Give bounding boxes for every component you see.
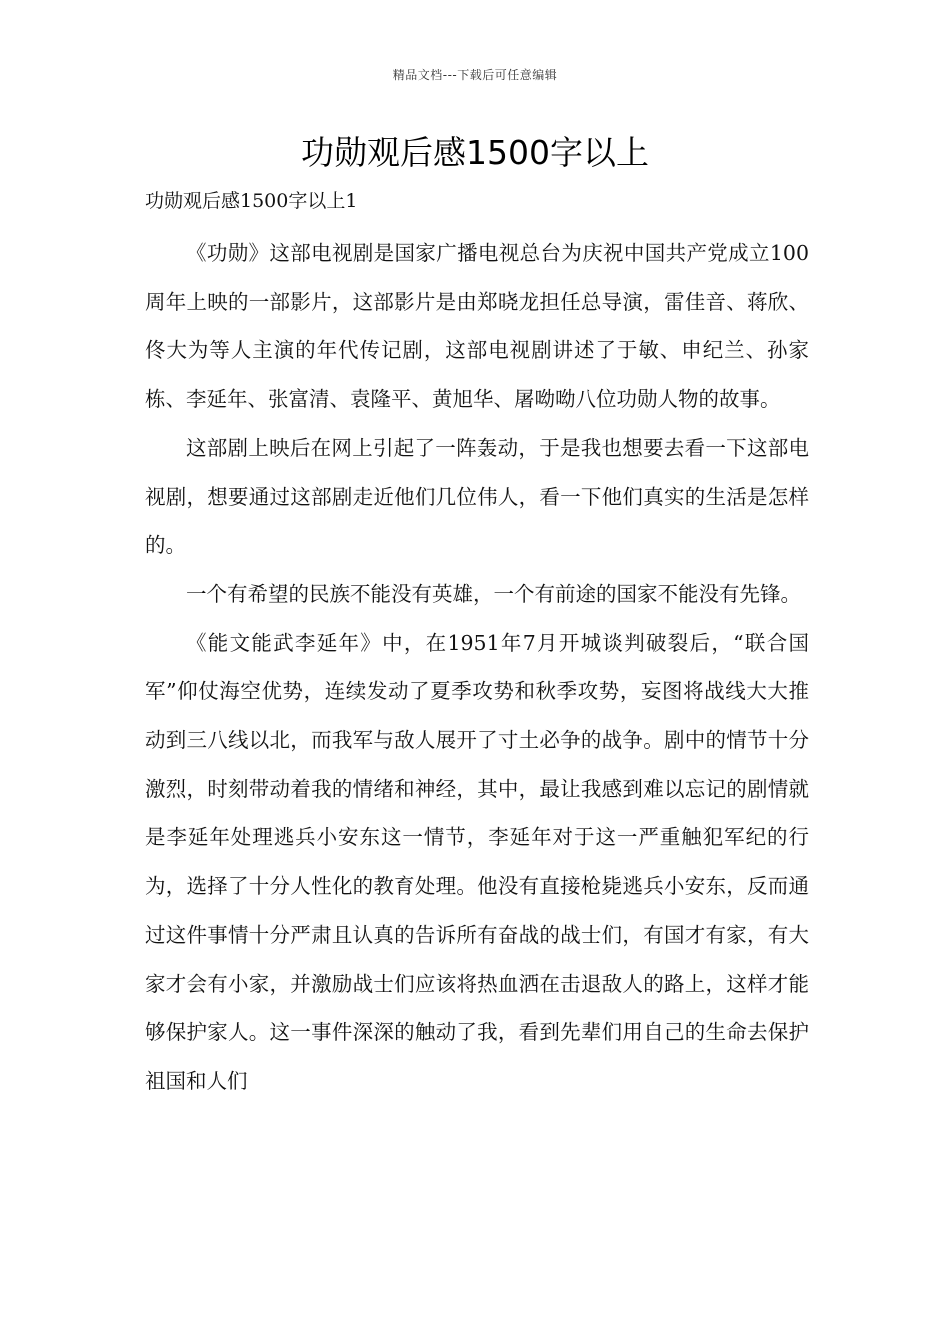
document-subtitle: 功勋观后感1500字以上1: [145, 190, 358, 212]
paragraph: 一个有希望的民族不能没有英雄，一个有前途的国家不能没有先锋。: [186, 581, 801, 606]
paragraph: 《能文能武李延年》中，在1951年7月开城谈判破裂后，“联合国军”仰仗海空优势，连续发动了夏季攻势和秋季攻势，妄图将战线大大推动到三八线以北，而我军与敌人展开了寸土必争的战争。剧中的情节十分激烈，时刻带动着我的情绪和神经，其中，最让我感到难以忘记的剧情就是李延年处理逃兵小安东这一情节，李延年对于这一严重触犯军纪的行为，选择了十分人性化的教育处理。他没有直接枪毙逃兵小安东，反而通过这件事情十分严肃且认真的告诉所有奋战的战士们，有国才有家，有大家才会有小家，并激励战士们应该将热血洒在击退敌人的路上，这样才能够保护家人。这一事件深深的触动了我，看到先辈们用自己的生命去保护祖国和人们: [145, 630, 809, 1093]
paragraph: 《功勋》这部电视剧是国家广播电视总台为庆祝中国共产党成立100周年上映的一部影片，这部影片是由郑晓龙担任总导演，雷佳音、蒋欣、佟大为等人主演的年代传记剧，这部电视剧讲述了于敏、申纪兰、孙家栋、李延年、张富清、袁隆平、黄旭华、屠呦呦八位功勋人物的故事。: [145, 241, 809, 412]
document-title: 功勋观后感1500字以上: [301, 133, 649, 172]
page-header: 精品文档---下载后可任意编辑: [392, 68, 558, 82]
paragraph: 这部剧上映后在网上引起了一阵轰动，于是我也想要去看一下这部电视剧，想要通过这部剧走近他们几位伟人，看一下他们真实的生活是怎样的。: [145, 435, 809, 558]
document-body: [145, 229, 809, 1106]
